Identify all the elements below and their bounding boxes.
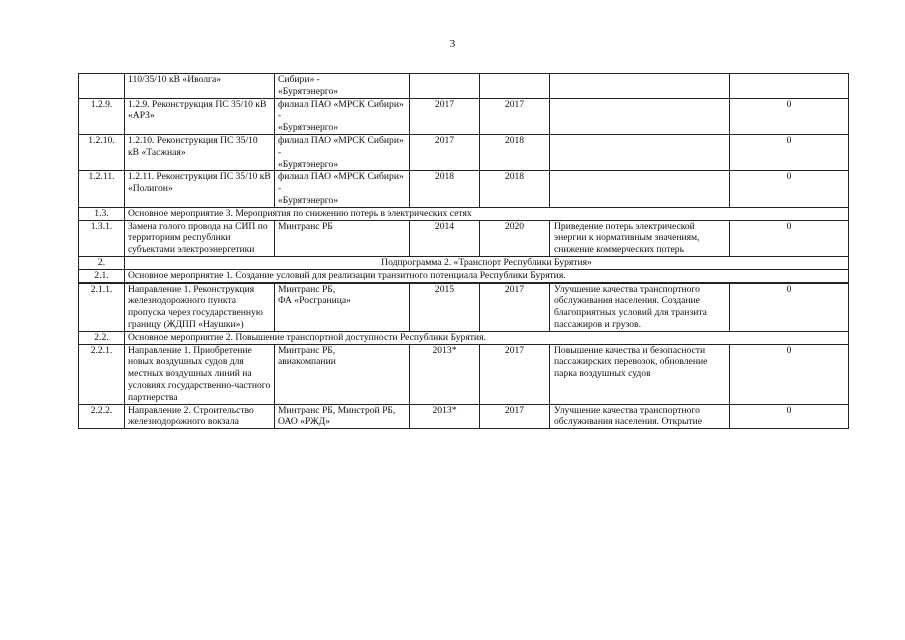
measure-name: 1.2.10. Реконструкция ПС 35/10 кВ «Тасжная» [125, 134, 275, 170]
executor: филиал ПАО «МРСК Сибири» - «Бурятэнерго» [275, 98, 410, 134]
expected-result: Улучшение качества транспортного обслуживания населения. Создание благоприятных условий для транзита пассажиров и грузов. [550, 283, 730, 332]
table-row [79, 283, 849, 332]
table-row [79, 220, 849, 256]
measure-name: Направление 1. Приобретение новых воздушных судов для местных воздушных линий на условиях государственно-частного партнерства [125, 344, 275, 404]
section-title: Подпрограмма 2. «Транспорт Республики Бурятия» [125, 256, 849, 269]
value: 0 [730, 344, 849, 404]
program-table-body [79, 74, 849, 429]
row-number [79, 74, 125, 99]
row-number: 2. [79, 256, 125, 269]
expected-result [550, 74, 730, 99]
value [730, 74, 849, 99]
table-row [79, 134, 849, 170]
end-year: 2020 [480, 220, 550, 256]
value: 0 [730, 283, 849, 332]
section-row [79, 207, 849, 220]
section-row [79, 269, 849, 282]
end-year: 2018 [480, 171, 550, 207]
measure-name: 1.2.11. Реконструкция ПС 35/10 кВ «Полигон» [125, 171, 275, 207]
value: 0 [730, 404, 849, 429]
measure-name: 110/35/10 кВ «Иволга» [125, 74, 275, 99]
table-row [79, 74, 849, 99]
table-row [79, 344, 849, 404]
end-year: 2017 [480, 98, 550, 134]
value: 0 [730, 171, 849, 207]
row-number: 2.2.2. [79, 404, 125, 429]
expected-result: Повышение качества и безопасности пассажирских перевозок, обновление парка воздушных судов [550, 344, 730, 404]
end-year: 2018 [480, 134, 550, 170]
executor: Минтранс РБ, Минстрой РБ, ОАО «РЖД» [275, 404, 410, 429]
row-number: 1.3.1. [79, 220, 125, 256]
row-number: 2.1.1. [79, 283, 125, 332]
section-row [79, 256, 849, 269]
section-row [79, 331, 849, 344]
row-number: 1.3. [79, 207, 125, 220]
expected-result [550, 98, 730, 134]
measure-name: Замена голого провода на СИП по территориям республики субъектами электроэнергетики [125, 220, 275, 256]
table-row [79, 98, 849, 134]
start-year: 2013* [410, 344, 480, 404]
executor: Минтранс РБ [275, 220, 410, 256]
measure-name: Направление 1. Реконструкция железнодорожного пункта пропуска через государственную границу (ЖДПП «Наушки») [125, 283, 275, 332]
table-row [79, 171, 849, 207]
section-title: Основное мероприятие 1. Создание условий для реализации транзитного потенциала Республики Бурятия. [125, 269, 849, 282]
page-number: 3 [449, 38, 456, 50]
row-number: 2.2.1. [79, 344, 125, 404]
row-number: 2.2. [79, 331, 125, 344]
value: 0 [730, 134, 849, 170]
start-year: 2013* [410, 404, 480, 429]
start-year: 2017 [410, 98, 480, 134]
value: 0 [730, 98, 849, 134]
end-year: 2017 [480, 404, 550, 429]
expected-result: Приведение потерь электрической энергии к нормативным значениям, снижение коммерческих потерь [550, 220, 730, 256]
row-number: 1.2.10. [79, 134, 125, 170]
start-year: 2015 [410, 283, 480, 332]
end-year: 2017 [480, 283, 550, 332]
value: 0 [730, 220, 849, 256]
measure-name: 1.2.9. Реконструкция ПС 35/10 кВ «АРЗ» [125, 98, 275, 134]
section-title: Основное мероприятие 2. Повышение транспортной доступности Республики Бурятия. [125, 331, 849, 344]
expected-result [550, 134, 730, 170]
end-year: 2017 [480, 344, 550, 404]
row-number: 1.2.9. [79, 98, 125, 134]
start-year: 2014 [410, 220, 480, 256]
table-row [79, 404, 849, 429]
start-year: 2018 [410, 171, 480, 207]
executor: филиал ПАО «МРСК Сибири» - «Бурятэнерго» [275, 171, 410, 207]
executor: Сибири» - «Бурятэнерго» [275, 74, 410, 99]
row-number: 2.1. [79, 269, 125, 282]
expected-result: Улучшение качества транспортного обслуживания населения. Открытие [550, 404, 730, 429]
executor: Минтранс РБ, ФА «Росграница» [275, 283, 410, 332]
start-year: 2017 [410, 134, 480, 170]
executor: филиал ПАО «МРСК Сибири» - «Бурятэнерго» [275, 134, 410, 170]
start-year [410, 74, 480, 99]
row-number: 1.2.11. [79, 171, 125, 207]
measure-name: Направление 2. Строительство железнодорожного вокзала [125, 404, 275, 429]
end-year [480, 74, 550, 99]
executor: Минтранс РБ, авиакомпании [275, 344, 410, 404]
expected-result [550, 171, 730, 207]
program-table [78, 73, 849, 429]
section-title: Основное мероприятие 3. Мероприятия по снижению потерь в электрических сетях [125, 207, 849, 220]
